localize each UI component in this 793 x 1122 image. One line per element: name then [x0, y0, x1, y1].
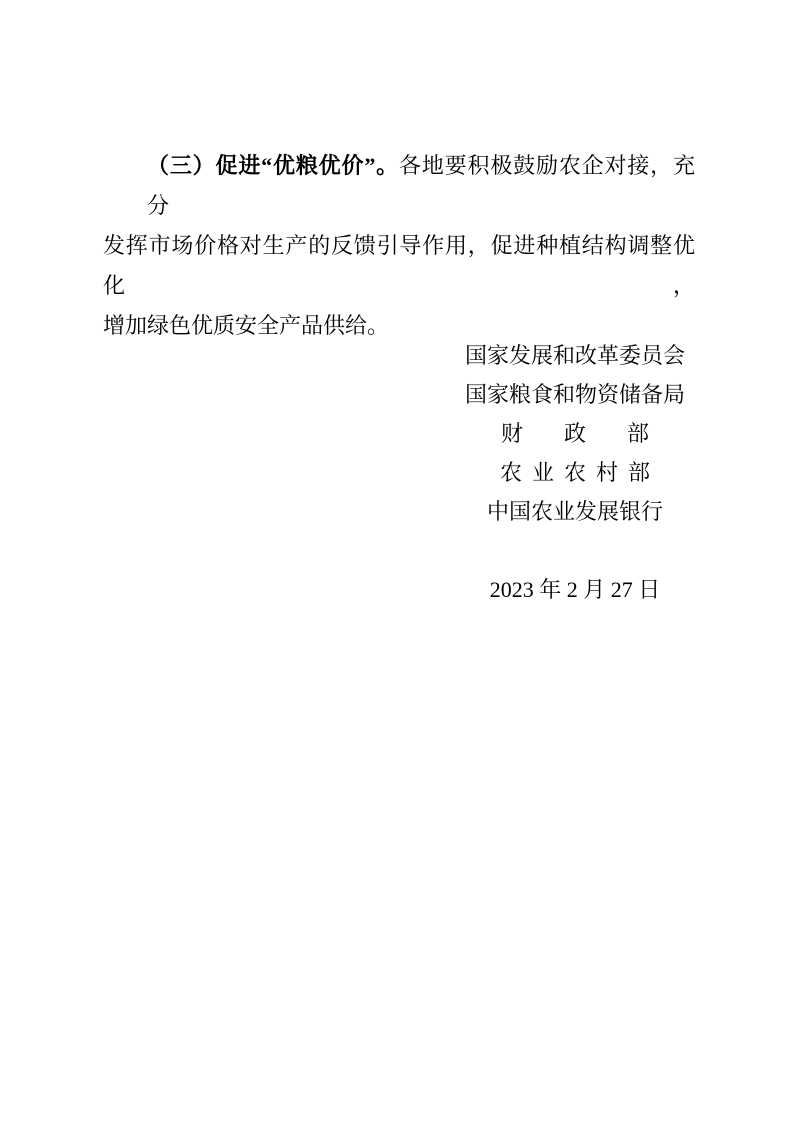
signature-org-finance — [462, 414, 688, 453]
signature-block — [462, 336, 688, 609]
section-paragraph — [103, 146, 695, 346]
signature-org-agriculture — [462, 453, 688, 492]
signature-char: 部 — [626, 421, 649, 446]
paragraph-text-1: 各地要积极鼓励农企对接，充分 — [147, 153, 695, 218]
signature-org-agriculture-spread — [500, 453, 650, 492]
signature-org-grain-reserves: 国家粮食和物资储备局 — [464, 382, 685, 407]
signature-char: 部 — [627, 460, 650, 485]
signature-org-finance-spread — [501, 414, 649, 453]
signature-spacer — [462, 531, 688, 570]
paragraph-line-3: 增加绿色优质安全产品供给。 — [103, 313, 390, 338]
signature-char: 政 — [563, 421, 586, 446]
signature-char: 业 — [531, 460, 554, 485]
signature-org-ndrc: 国家发展和改革委员会 — [464, 343, 685, 368]
signature-char: 村 — [595, 460, 618, 485]
paragraph-line-2: 发挥市场价格对生产的反馈引导作用，促进种植结构调整优化， — [103, 233, 695, 298]
paragraph-line-1 — [103, 146, 695, 226]
signature-char: 农 — [500, 460, 523, 485]
signature-char: 农 — [563, 460, 586, 485]
signature-org-adbc: 中国农业发展银行 — [486, 499, 663, 524]
section-heading: （三）促进“优粮优价”。 — [147, 153, 399, 178]
signature-date: 2023 年 2 月 27 日 — [489, 577, 661, 602]
signature-char: 财 — [501, 421, 524, 446]
